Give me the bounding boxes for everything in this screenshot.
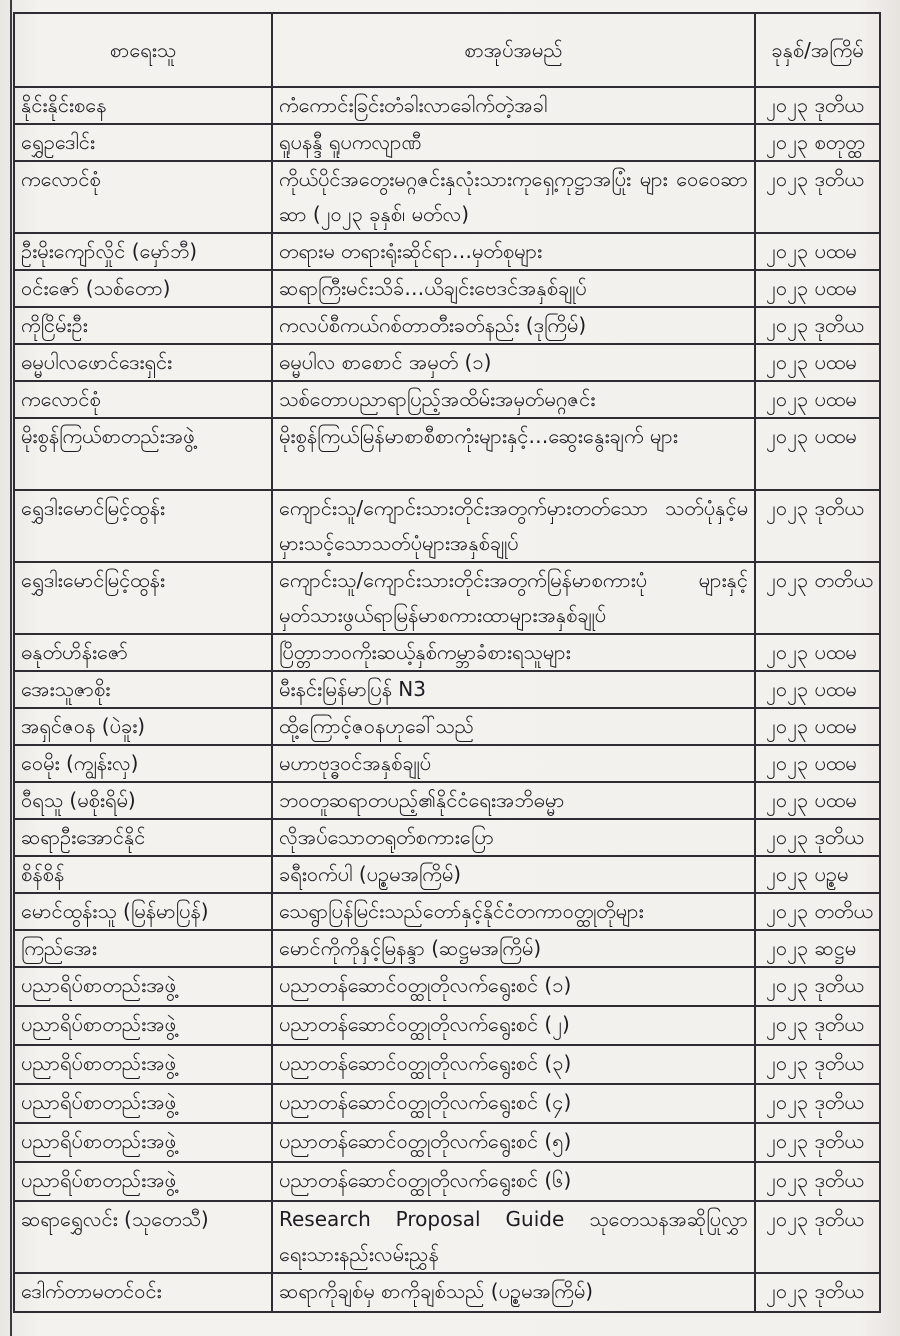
author-cell: ရွှေဒါးမောင်မြင့်ထွန်း	[14, 490, 272, 562]
table-row	[14, 782, 880, 819]
title-cell: ကလပ်စီကယ်ဂစ်တာတီးခတ်နည်း (ဒုကြိမ်)	[272, 307, 755, 344]
table-row	[14, 161, 880, 233]
table-row	[14, 1006, 880, 1045]
edition-cell: ၂၀၂၃ ပထမ	[755, 233, 880, 270]
edition-cell: ၂၀၂၃ ဒုတိယ	[755, 1123, 880, 1162]
author-cell: ဝီရသူ (မစိုးရိမ်)	[14, 782, 272, 819]
author-cell: ဓနုတ်ဟိန်းဇော်	[14, 634, 272, 671]
title-cell: ပညာတန်ဆောင်ဝတ္ထုတိုလက်ရွေးစင် (၂)	[272, 1006, 755, 1045]
title-cell: ထို့ကြောင့်ဇဝနဟုခေါ်သည်	[272, 708, 755, 745]
title-cell: တရားမ တရားရုံးဆိုင်ရာ…မှတ်စုများ	[272, 233, 755, 270]
table-row	[14, 381, 880, 418]
author-cell: ပညာရိပ်စာတည်းအဖွဲ့	[14, 1045, 272, 1084]
edition-cell: ၂၀၂၃ ပထမ	[755, 418, 880, 490]
author-cell: ဆရာဦးအောင်နိုင်	[14, 819, 272, 856]
table-row	[14, 1045, 880, 1084]
title-cell: ပညာတန်ဆောင်ဝတ္ထုတိုလက်ရွေးစင် (၁)	[272, 967, 755, 1006]
edition-cell: ၂၀၂၃ ဒုတိယ	[755, 307, 880, 344]
header-author: စာရေးသူ	[14, 13, 272, 87]
edition-cell: ၂၀၂၃ ပထမ	[755, 782, 880, 819]
title-cell: ပြိတ္တာဘဝကိုးဆယ့်နှစ်ကမ္ဘာခံစားရသူများ	[272, 634, 755, 671]
title-cell: လိုအပ်သောတရုတ်စကားပြော	[272, 819, 755, 856]
title-cell: ပညာတန်ဆောင်ဝတ္ထုတိုလက်ရွေးစင် (၃)	[272, 1045, 755, 1084]
author-cell: စိန်စိန်	[14, 856, 272, 893]
author-cell: ရွှေဒါးမောင်မြင့်ထွန်း	[14, 562, 272, 634]
edition-cell: ၂၀၂၃ ပထမ	[755, 745, 880, 782]
author-cell: ဆရာရွှေလင်း (သုတေသီ)	[14, 1201, 272, 1273]
table-row	[14, 671, 880, 708]
author-cell: ကြည်အေး	[14, 930, 272, 967]
table-row	[14, 490, 880, 562]
edition-cell: ၂၀၂၃ ဒုတိယ	[755, 819, 880, 856]
table-row	[14, 1123, 880, 1162]
table-row	[14, 856, 880, 893]
title-cell: ကိုယ်ပိုင်အတွေးမဂ္ဂဇင်းနှလုံးသားကုရှေ့ကုဋ္ဌာအပြုံး များ ဝေဝေဆာဆာ (၂၀၂၃ ခုနှစ်၊ မတ်လ)	[272, 161, 755, 233]
edition-cell: ၂၀၂၃ ပဉ္စမ	[755, 856, 880, 893]
title-cell: ကံကောင်းခြင်းတံခါးလာခေါက်တဲ့အခါ	[272, 87, 755, 124]
title-cell: မဟာဗုဒ္ဓဝင်အနှစ်ချုပ်	[272, 745, 755, 782]
edition-cell: ၂၀၂၃ ပထမ	[755, 708, 880, 745]
table-row	[14, 893, 880, 930]
header-title: စာအုပ်အမည်	[272, 13, 755, 87]
edition-cell: ၂၀၂၃ ဒုတိယ	[755, 1162, 880, 1201]
table-row	[14, 1201, 880, 1273]
edition-cell: ၂၀၂၃ ဆဋ္ဌမ	[755, 930, 880, 967]
edition-cell: ၂၀၂၃ ပထမ	[755, 671, 880, 708]
edition-cell: ၂၀၂၃ ဒုတိယ	[755, 1084, 880, 1123]
title-cell: ကျောင်းသူ/ကျောင်းသားတိုင်းအတွက်မှားတတ်သော သတ်ပုံနှင့်မမှားသင့်သောသတ်ပုံများအနှစ်ချုပ်	[272, 490, 755, 562]
title-cell: သေရွာပြန်မြင်းသည်တော်နှင့်နိုင်ငံတကာဝတ္ထုတိုများ	[272, 893, 755, 930]
edition-cell: ၂၀၂၃ ပထမ	[755, 381, 880, 418]
table-row	[14, 124, 880, 161]
header-edition: ခုနှစ်/အကြိမ်	[755, 13, 880, 87]
title-cell: ပညာတန်ဆောင်ဝတ္ထုတိုလက်ရွေးစင် (၆)	[272, 1162, 755, 1201]
author-cell: ရွှေဥဒေါင်း	[14, 124, 272, 161]
author-cell: အရှင်ဇဝန (ပဲခူး)	[14, 708, 272, 745]
table-row	[14, 307, 880, 344]
title-cell: ဘဝတူဆရာတပည့်၏နိုင်ငံရေးအဘိဓမ္မာ	[272, 782, 755, 819]
author-cell: ပညာရိပ်စာတည်းအဖွဲ့	[14, 1006, 272, 1045]
table-row	[14, 344, 880, 381]
title-cell: မီးနင်းမြန်မာပြန် N3	[272, 671, 755, 708]
title-cell: Research Proposal Guide သုတေသနအဆိုပြုလွှာ ရေးသားနည်းလမ်းညွှန်	[272, 1201, 755, 1273]
title-cell: ဆရာကိုချစ်မှ စာကိုချစ်သည် (ပဥ္စမအကြိမ်)	[272, 1273, 755, 1312]
table-row	[14, 418, 880, 490]
author-cell: ဓမ္မပါလဖောင်ဒေးရှင်း	[14, 344, 272, 381]
title-cell: ပညာတန်ဆောင်ဝတ္ထုတိုလက်ရွေးစင် (၄)	[272, 1084, 755, 1123]
edition-cell: ၂၀၂၃ ဒုတိယ	[755, 1201, 880, 1273]
author-cell: ကလောင်စုံ	[14, 381, 272, 418]
author-cell: မောင်ထွန်းသူ (မြန်မာပြန်)	[14, 893, 272, 930]
author-cell: ဝင်းဇော် (သစ်တော)	[14, 270, 272, 307]
title-cell: ဆရာကြီးမင်းသိခ်…ယိချင်းဗေဒင်အနှစ်ချုပ်	[272, 270, 755, 307]
title-cell: ဓမ္မပါလ စာစောင် အမှတ် (၁)	[272, 344, 755, 381]
title-cell: ပညာတန်ဆောင်ဝတ္ထုတိုလက်ရွေးစင် (၅)	[272, 1123, 755, 1162]
edition-cell: ၂၀၂၃ ပထမ	[755, 634, 880, 671]
table-row	[14, 270, 880, 307]
author-cell: ဒေါက်တာမတင်ဝင်း	[14, 1273, 272, 1312]
edition-cell: ၂၀၂၃ ဒုတိယ	[755, 1045, 880, 1084]
title-cell: မောင်ကိုကိုနှင့်မြနန္ဒာ (ဆဋ္ဌမအကြိမ်)	[272, 930, 755, 967]
edition-cell: ၂၀၂၃ ပထမ	[755, 344, 880, 381]
table-row	[14, 1273, 880, 1312]
title-cell: ခရီးဝက်ပါ (ပဥ္စမအကြိမ်)	[272, 856, 755, 893]
table-header-row	[14, 13, 880, 87]
table-row	[14, 634, 880, 671]
title-cell: ရူပနန္ဒီ ရူပကလျာဏီ	[272, 124, 755, 161]
title-cell: သစ်တောပညာရာပြည့်အထိမ်းအမှတ်မဂ္ဂဇင်း	[272, 381, 755, 418]
edition-cell: ၂၀၂၃ ဒုတိယ	[755, 161, 880, 233]
edition-cell: ၂၀၂၃ ဒုတိယ	[755, 1273, 880, 1312]
book-list-table	[13, 12, 881, 1313]
title-cell: မိုးစွန်ကြယ်မြန်မာစာစီစာကုံးများနှင့်…ဆွေးနွေးချက် များ	[272, 418, 755, 490]
author-cell: ကိုငြိမ်းဦး	[14, 307, 272, 344]
author-cell: ပညာရိပ်စာတည်းအဖွဲ့	[14, 1162, 272, 1201]
author-cell: နိုင်းနိုင်းစနေ	[14, 87, 272, 124]
edition-cell: ၂၀၂၃ ဒုတိယ	[755, 967, 880, 1006]
author-cell: မိုးစွန်ကြယ်စာတည်းအဖွဲ့	[14, 418, 272, 490]
table-row	[14, 1084, 880, 1123]
table-row	[14, 562, 880, 634]
edition-cell: ၂၀၂၃ ဒုတိယ	[755, 1006, 880, 1045]
page-margin-rule	[10, 0, 12, 1336]
table-row	[14, 1162, 880, 1201]
table-row	[14, 745, 880, 782]
author-cell: ကလောင်စုံ	[14, 161, 272, 233]
author-cell: ဦးမိုးကျော်လှိုင် (မှော်ဘီ)	[14, 233, 272, 270]
edition-cell: ၂၀၂၃ စတုတ္ထ	[755, 124, 880, 161]
table-row	[14, 708, 880, 745]
title-cell: ကျောင်းသူ/ကျောင်းသားတိုင်းအတွက်မြန်မာစကားပုံ များနှင့် မှတ်သားဖွယ်ရာမြန်မာစကားထာများအနှစ်ချုပ်	[272, 562, 755, 634]
author-cell: အေးသူဇာစိုး	[14, 671, 272, 708]
author-cell: ဝေမိုး (ကျွန်းလှ)	[14, 745, 272, 782]
author-cell: ပညာရိပ်စာတည်းအဖွဲ့	[14, 1084, 272, 1123]
edition-cell: ၂၀၂၃ ပထမ	[755, 270, 880, 307]
edition-cell: ၂၀၂၃ တတိယ	[755, 562, 880, 634]
table-row	[14, 233, 880, 270]
edition-cell: ၂၀၂၃ တတိယ	[755, 893, 880, 930]
table-row	[14, 87, 880, 124]
table-row	[14, 930, 880, 967]
table-row	[14, 819, 880, 856]
author-cell: ပညာရိပ်စာတည်းအဖွဲ့	[14, 967, 272, 1006]
edition-cell: ၂၀၂၃ ဒုတိယ	[755, 490, 880, 562]
author-cell: ပညာရိပ်စာတည်းအဖွဲ့	[14, 1123, 272, 1162]
table-row	[14, 967, 880, 1006]
edition-cell: ၂၀၂၃ ဒုတိယ	[755, 87, 880, 124]
